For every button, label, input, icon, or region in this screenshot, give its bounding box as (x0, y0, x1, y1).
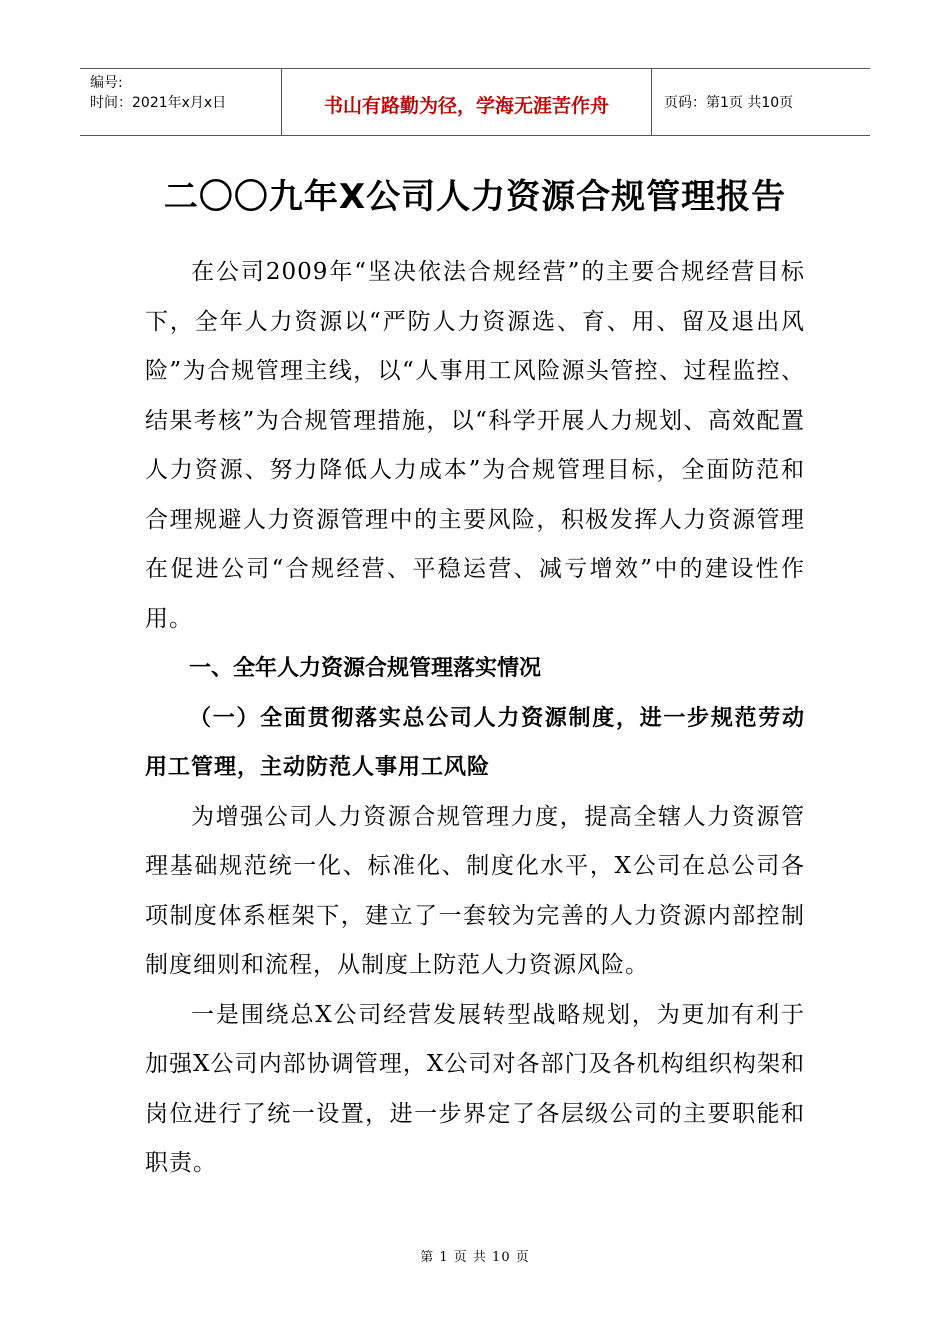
document-header (80, 68, 870, 136)
header-page-info: 页码：第1页 共10页 (664, 95, 794, 111)
subsection-heading: （一）全面贯彻落实总公司人力资源制度，进一步规范劳动用工管理，主动防范人事用工风险 (145, 705, 805, 780)
document-time-label: 时间：2021年x月x日 (90, 95, 227, 111)
header-motto: 书山有路勤为径，学海无涯苦作舟 (282, 69, 652, 135)
document-title: 二〇〇九年X公司人力资源合规管理报告 (163, 177, 787, 217)
body-paragraph: 为增强公司人力资源合规管理力度，提高全辖人力资源管理基础规范统一化、标准化、制度化水平，X公司在总公司各项制度体系框架下，建立了一套较为完善的人力资源内部控制制度细则和流程，从制度上防范人力资源风险。 (145, 803, 805, 978)
section-heading: 一、全年人力资源合规管理落实情况 (189, 656, 542, 681)
body-paragraph: 一是围绕总X公司经营发展转型战略规划，为更加有利于加强X公司内部协调管理，X公司对各部门及各机构组织构架和岗位进行了统一设置，进一步界定了各层级公司的主要职能和职责。 (145, 1001, 805, 1176)
document-body (145, 248, 805, 1189)
page-footer: 第 1 页 共 10 页 (420, 1250, 530, 1265)
document-number-label: 编号: (90, 75, 123, 91)
intro-paragraph: 在公司2009年“坚决依法合规经营”的主要合规经营目标下，全年人力资源以“严防人力资源选、育、用、留及退出风险”为合规管理主线，以“人事用工风险源头管控、过程监控、结果考核”为合规管理措施，以“科学开展人力规划、高效配置人力资源、努力降低人力成本”为合规管理目标，全面防范和合理规避人力资源管理中的主要风险，积极发挥人力资源管理在促进公司“合规经营、平稳运营、减亏增效”中的建设性作用。 (145, 259, 805, 632)
header-meta-cell (80, 69, 282, 135)
